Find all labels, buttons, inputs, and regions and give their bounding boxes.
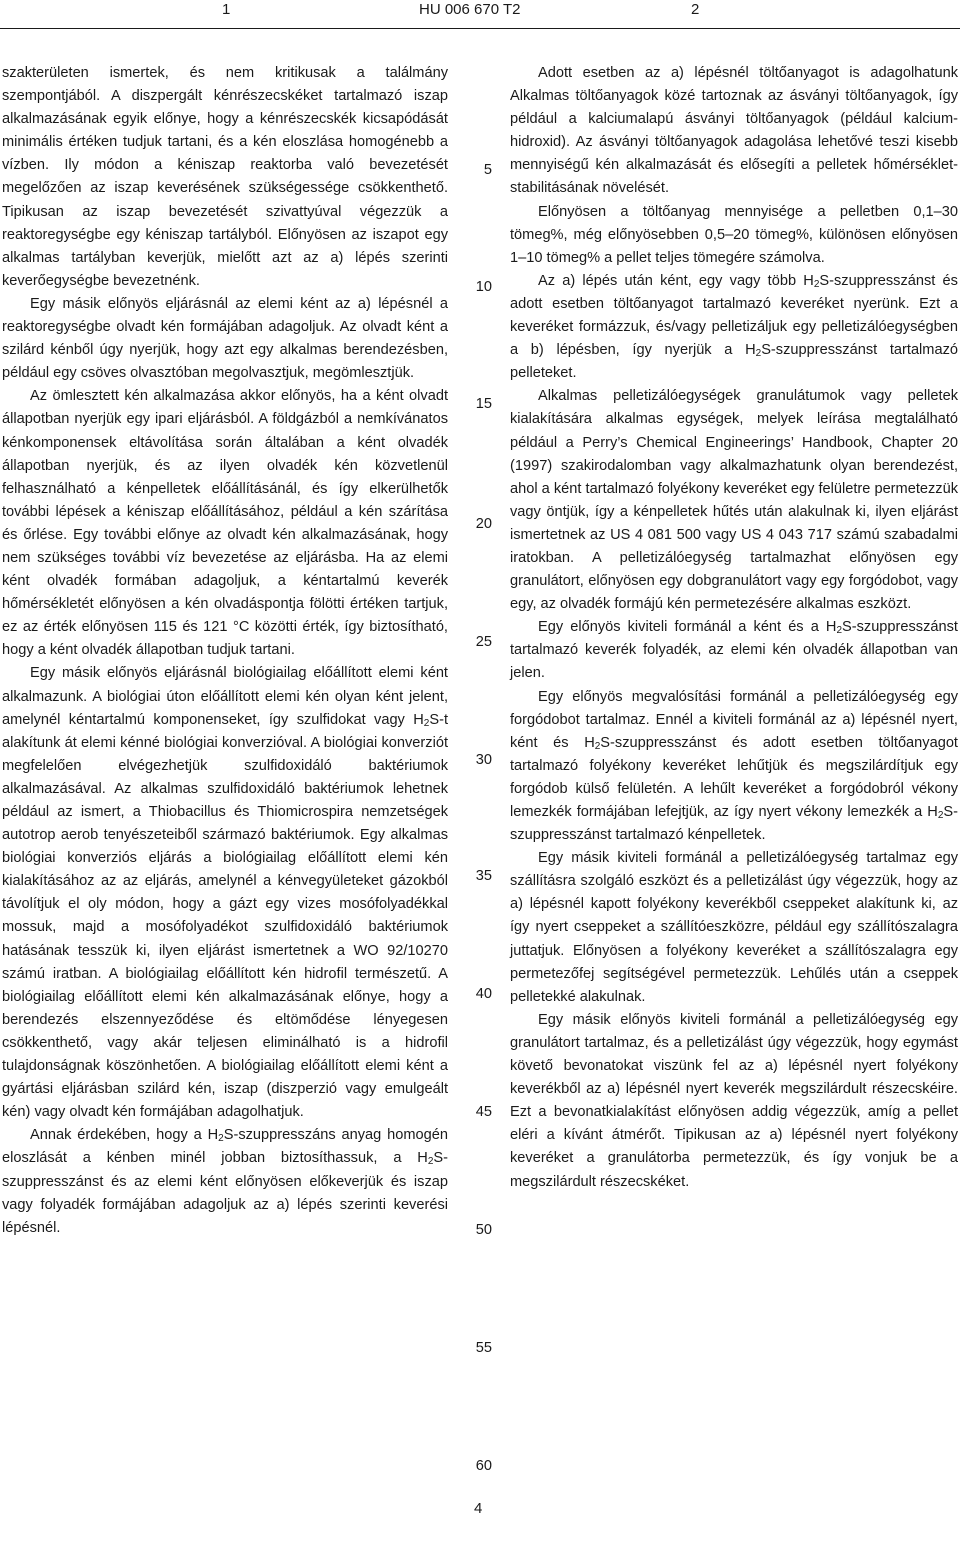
line-number: 10 — [475, 279, 492, 295]
line-number: 60 — [475, 1458, 492, 1474]
left-column — [2, 62, 448, 1240]
subscript: 2 — [427, 1156, 434, 1168]
line-number: 25 — [475, 634, 492, 650]
line-number: 55 — [475, 1340, 492, 1356]
paragraph: Előnyösen a töltőanyag mennyisége a pelletben 0,1–30 tömeg%, még előnyösebben 0,5–20 tömeg%, különösen előnyösen 1–10 tömeg% a pellet teljes tömegére számolva. — [510, 203, 958, 266]
subscript: 2 — [937, 810, 944, 821]
text-run: Egy másik előnyös eljárásnál biológiailag előállított elemi ként alkalmazunk. A biológiai úton előállított elemi kén olyan ként jelent, amelynél kéntartalmú komponenseket, így szulfidokat vagy H — [2, 665, 448, 728]
line-number: 50 — [475, 1222, 492, 1238]
subscript: 2 — [836, 625, 842, 637]
paragraph: Az ömlesztett kén alkalmazása akkor előnyös, ha a ként olvadt állapotban nyerjük egy ipari eljárásból. A földgázból a nemkívánatos kénkomponensek eltávolítása során általában a ként olvadék állapotban nyerjük, és az ilyen olvadék kén közvetlenül felhasználható a kénpelletek előállításánál, és így elkerülhetők további lépések a kéniszap előállításához, például a kén szárítása és őrlése. Egy további előnye az olvadt kén alkalmazásának, hogy nem szükséges további víz bevezetése az eljárásba. Ha az elemi ként olvadék formában adagoljuk, a kéntartalmú keverék hőmérsékletét előnyösen a kén olvadáspontja fölötti értéken tartjuk, ez az érték előnyösen 115 és 121 °C közötti érték, így biztosítható, hogy a ként olvadék állapotban tudjuk tartani. — [2, 388, 448, 659]
paragraph: Egy másik kiviteli formánál a pelletizálóegység tartalmaz egy szállításra szolgáló eszközt és a pelletizálást úgy végezzük, hogy az a) lépésnél kapott folyékony keverékből cseppeket alakítunk ki, az így nyert cseppeket a szállítóeszközre, például egy szállítószalagra juttatjuk. Előnyösen a folyékony keveréket a szállítószalagra egy permetezőfej segítségével permetezzük. Lehűlés után a cseppek pelletekké alakulnak. — [510, 850, 958, 1005]
subscript: 2 — [813, 278, 820, 290]
subscript: 2 — [755, 348, 762, 360]
paragraph — [510, 686, 958, 848]
text-run: S-szuppresszáns anyag homogén eloszlását a kénben minél jobban biztosíthassuk, a H — [2, 1127, 448, 1167]
text-run: Egy előnyös megvalósítási formánál a pelletizálóegység egy forgódobot tartalmaz. Ennél a kiviteli formánál az a) lépésnél nyert, ként és H — [510, 688, 958, 751]
subscript: 2 — [594, 740, 601, 752]
text-run: S-szuppresszánst tartalmazó kénpelletek. — [510, 804, 958, 844]
text-run: Az a) lépés után ként, egy vagy több H — [538, 272, 814, 289]
paragraph: Egy másik előnyös eljárásnál az elemi ként az a) lépésnél a reaktoregységbe olvadt kén formájában adagoljuk. Az olvadt ként a szilárd kénből úgy nyerjük, hogy azt egy alkalmas berendezésben, például egy csöves olvasztóban megolvasztjuk, megömlesztjük. — [2, 295, 448, 382]
line-number: 15 — [475, 396, 492, 412]
text-run: S-szuppresszánst tartalmazó pelleteket. — [510, 342, 958, 382]
page-number-left: 1 — [222, 1, 231, 18]
line-number: 20 — [475, 516, 492, 532]
paragraph: Egy másik előnyös kiviteli formánál a pelletizálóegység egy granulátort tartalmaz, és a pelletizálást úgy végezzük, hogy egymást követő bevonatokat viszünk fel az a) lépésnél nyert folyékony keverékből az a) lépésnél nyert keverék megszilárdult részecskéire. Ezt a bevonatkialakítást előnyösen addig végezzük, amíg a pellet eléri a kívánt átmérőt. Tipikusan az a) lépésnél nyert folyékony keveréket a granulátorba permetezzük, és így vonjuk be a megszilárdult részecskéket. — [510, 1011, 958, 1190]
page-number-right: 2 — [691, 1, 700, 18]
text-run: S-szuppresszánst és adott esetben töltőanyagot tartalmazó folyékony keveréket lehűtjük és megszilárdítjuk egy forgódob külső felületén. A lehűlt keveréket a forgódobról vékony lemezkék formájában lefejtjük, az így nyert vékony lemezkék a H — [510, 734, 958, 820]
footer-page-number: 4 — [474, 1500, 483, 1517]
line-number: 45 — [475, 1104, 492, 1120]
subscript: 2 — [218, 1133, 224, 1145]
line-number: 5 — [483, 162, 492, 178]
text-run: S-szuppresszánst és adott esetben töltőanyagot tartalmazó keveréket nyerünk. Ezt a keveréket formázzuk, és/vagy pelletizáljuk egy pelletizálóegységben a b) lépésben, így nyerjük a H — [510, 272, 958, 359]
text-run: S-t alakítunk át elemi kénné biológiai konverzióval. A biológiai konverziót megfelelően elvégezhetjük szulfidoxidáló baktériumok alkalmazásával. Az alkalmas szulfidoxidáló baktériumok lehetnek például az ismert, a Thiobacillus és Thiomicrospira nemzetségek autotrop aerob tenyészeteiből származó baktériumok. Egy alkalmas biológiai konverziós eljárás a biológiailag előállított elemi kén kialakításához az az eljárás, amelynél a kénvegyületeket gázokból távolítjuk el oly módon, hogy a gázt egy vizes mosófolyadékkal mossuk, majd a mosófolyadékot szulfidoxidáló baktériumok hatásának tesszük ki, ilyen eljárást ismertetnek a WO 92/10270 számú iratban. A biológiailag előállított kén hidrofil természetű. A biológiailag előállított elemi kén alkalmazásának előnye, hogy a berendezés elszennyeződése és eltömődése lényegesen csökkenthető, vagy akár teljesen eliminálható is a hidrofil tulajdonságnak köszönhetően. A biológiailag előállított elemi ként a gyártási eljárásban szilárd kén, iszap (diszperzió vagy emulgeált kén) vagy olvadt kén formájában adagolhatjuk. — [2, 711, 448, 1121]
subscript: 2 — [423, 717, 430, 729]
text-run: Annak érdekében, hogy a H — [30, 1127, 219, 1144]
paragraph — [510, 616, 958, 685]
paragraph — [2, 1124, 448, 1239]
line-number: 30 — [475, 752, 492, 768]
paragraph — [510, 270, 958, 385]
text-run: S-szuppresszánst tartalmazó keverék folyadék, az elemi kén olvadék állapotban van jelen. — [510, 619, 958, 682]
patent-number: HU 006 670 T2 — [419, 1, 521, 18]
text-run: Egy előnyös kiviteli formánál a ként és a H — [538, 619, 837, 636]
line-number: 35 — [475, 868, 492, 884]
header-rule — [0, 28, 960, 29]
paragraph: Alkalmas pelletizálóegységek granulátumok vagy pelletek kialakítására alkalmas egységek, melyek leírása megtalálható például a Perry’s Chemical Engineerings’ Handbook, Chapter 20 (1997) szakirodalomban vagy alkalmazhatunk olyan berendezést, ahol a ként tartalmazó folyékony keveréket egy felületre permetezzük vagy öntjük, így a kénpelletek hűtés után alakulnak ki, ilyen eljárást ismertetnek az US 4 081 500 vagy US 4 043 717 számú szabadalmi iratokban. A pelletizálóegység tartalmazhat előnyösen egy granulátort, előnyösen egy dobgranulátort vagy egy forgódobot, vagy egy, az olvadék formájú kén permetezésére alkalmas eszközt. — [510, 388, 958, 613]
paragraph — [2, 662, 448, 1124]
paragraph: Adott esetben az a) lépésnél töltőanyagot is adagolhatunk Alkalmas töltőanyagok közé tartoznak az ásványi töltőanyagok, így például a kalciumalapú ásványi töltőanyagok (például kalcium-hidroxid). Az ásványi töltőanyagok adagolása lehetővé teszi kisebb mennyiségű kén alkalmazását és elősegíti a pelletek hőmérséklet-stabilitásának növelését. — [510, 65, 958, 197]
line-number: 40 — [475, 986, 492, 1002]
paragraph: szakterületen ismertek, és nem kritikusak a találmány szempontjából. A diszpergált kénrészecskéket tartalmazó iszap alkalmazásának egyik előnye, hogy a kénrészecskék kicsapódását minimális értéken tudjuk tartani, és a kén eloszlása homogénebb a vízben. Ily módon a kéniszap reaktorba való bevezetését megelőzően az iszap keverésének szükségessége csökkenthető. Tipikusan az iszap bevezetését szivattyúval végezzük a reaktoregységbe egy kéniszap tartályból. Előnyösen az iszapot egy alkalmas tartályban keverjük, mielőtt azt az a) lépés szerinti keverőegységbe bevezetnénk. — [2, 65, 448, 289]
text-run: S-szuppresszánst és az elemi ként előnyösen előkeverjük és iszap vagy folyadék formájában adagoljuk az a) lépés szerinti keverési lépésnél. — [2, 1150, 448, 1236]
right-column — [510, 62, 958, 1194]
